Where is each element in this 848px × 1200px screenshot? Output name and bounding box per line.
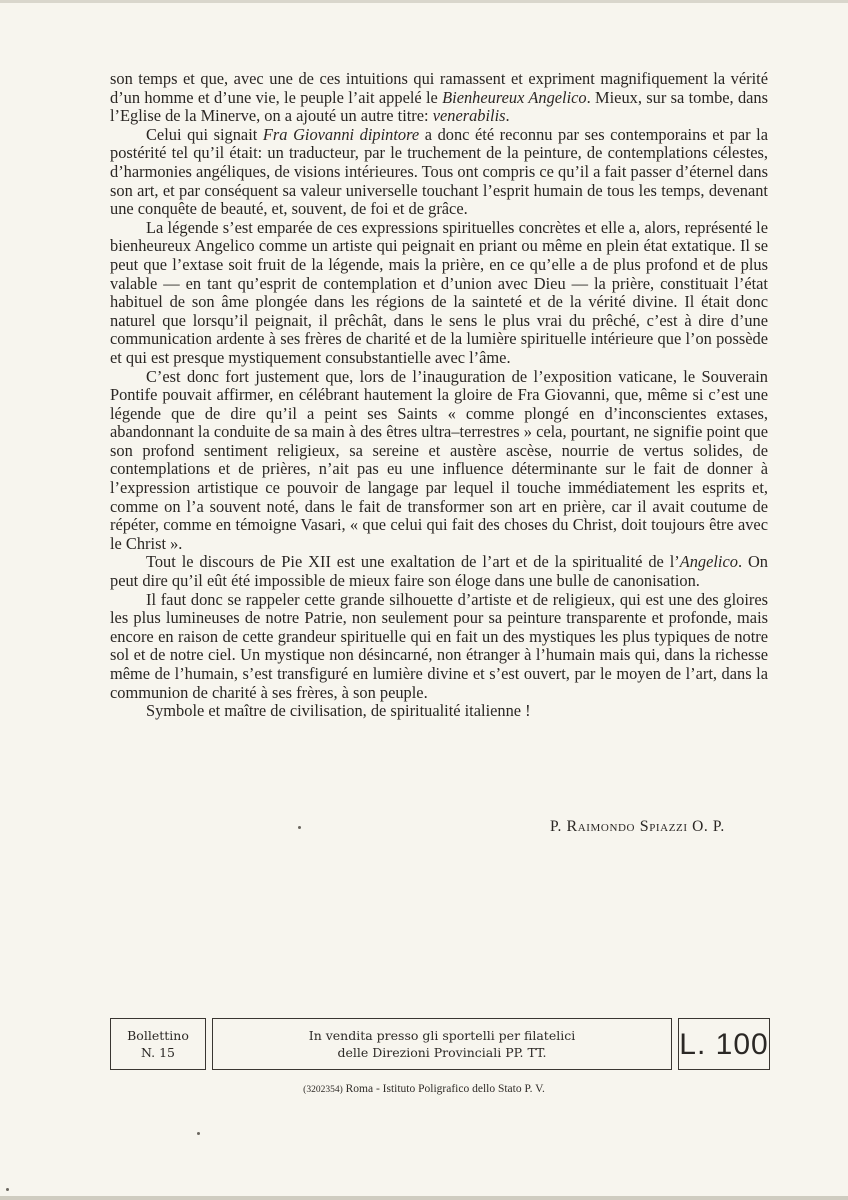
colophon — [0, 1083, 848, 1095]
italic-text: venerabilis — [432, 106, 506, 126]
article-body — [110, 70, 768, 721]
italic-text: Bienheureux Angelico — [442, 87, 587, 107]
article-paragraph — [110, 553, 768, 590]
speck — [6, 1188, 9, 1191]
signature-initial: P. — [550, 818, 562, 835]
paragraph-text: Tout le discours de Pie XII est une exaltation de l’art et de la spiritualité de l’ — [146, 552, 680, 572]
italic-text: Fra Giovanni dipintore — [262, 124, 420, 144]
paragraph-text: Celui qui signait — [146, 124, 263, 144]
paragraph-text: Il faut donc se rappeler cette grande silhouette d’artiste et de religieux, qui est une des gloires les plus lumineuses de notre Patrie, non seulement pour sa peinture transparente et profonde, mais encore en raison de cette grandeur spirituelle qui en fait un des mystiques les plus typiques de notre sol et de notre ciel. Un mystique non désincarné, non étranger à l’humain mais qui, dans la richesse même de l’humain, s’est transfiguré en lumière divine et s’est ouvert, par le moyen de l’art, dans la communion de charité à ses frères, à son peuple. — [110, 589, 768, 702]
colophon-text: Roma - Istituto Poligrafico dello Stato P. V. — [345, 1083, 545, 1095]
sale-info-line2: delle Direzioni Provinciali PP. TT. — [337, 1045, 547, 1060]
article-paragraph — [110, 126, 768, 219]
signature-suffix: O. P. — [692, 818, 725, 835]
top-edge — [0, 0, 848, 3]
footer-info-box — [110, 1018, 770, 1070]
bulletin-number: N. 15 — [141, 1045, 175, 1060]
article-paragraph — [110, 70, 768, 126]
speck — [298, 826, 301, 829]
article-paragraph — [110, 702, 768, 721]
speck — [197, 1132, 200, 1135]
sale-info-line1: In vendita presso gli sportelli per filatelici — [308, 1028, 576, 1043]
paragraph-text: . — [505, 106, 510, 126]
price-box — [678, 1018, 770, 1070]
paragraph-text: Symbole et maître de civilisation, de spiritualité italienne ! — [146, 701, 531, 721]
bottom-edge — [0, 1196, 848, 1200]
paragraph-text: son temps et que, avec une de ces intuitions qui ramassent et expriment magnifiquement la vérité d’un homme et d’une vie, le peuple l’ait appelé le — [110, 69, 768, 107]
bulletin-box — [110, 1018, 206, 1070]
paragraph-text: C’est donc fort justement que, lors de l’inauguration de l’exposition vaticane, le Souverain Pontife pouvait affirmer, en célébrant hautement la gloire de Fra Giovanni, que, même si c’est une légende que de dire qu’il a peint ses Saints « comme plongé en d’inconscientes extases, abandonnant la conduite de sa main à des êtres ultra–terrestres » cela, pourtant, ne signifie point que son profond sentiment religieux, sa sereine et austère ascèse, nourrie de vertus solides, de contemplations et de prières, n’ait pas eu une influence déterminante sur le fait de donner à l’expression artistique ce pouvoir de langage par lequel il touche immédiatement les esprits et, comme on l’a souvent noté, dans le fait de transformer son art en prière, car il avait coutume de répéter, comme en témoigne Vasari, « que celui qui fait des choses du Christ, doit toujours être avec le Christ ». — [110, 366, 768, 553]
paragraph-text: . On peut dire qu’il eût été impossible de mieux faire son éloge dans une bulle de canonisation. — [110, 552, 768, 591]
article-paragraph — [110, 591, 768, 703]
price: L. 100 — [679, 1028, 769, 1061]
bulletin-label: Bollettino — [127, 1028, 189, 1043]
paragraph-text: a donc été reconnu par ses contemporains et par la postérité tel qu’il était: un traducteur, par le truchement de la peinture, de contemplations célestes, d’harmonies angéliques, de visions intérieures. Tous ont compris ce qu’il a fait passer d’éternel dans son art, et par conséquent sa valeur universelle touchant l’esprit humain de tous les temps, devenant une conquête de beauté, et, souvent, de foi et de grâce. — [110, 124, 768, 219]
italic-text: Angelico — [679, 552, 738, 572]
sale-info-box — [212, 1018, 672, 1070]
colophon-code: (3202354) — [303, 1085, 343, 1095]
paragraph-text: La légende s’est emparée de ces expressions spirituelles concrètes et elle a, alors, représenté le bienheureux Angelico comme un artiste qui peignait en priant ou même en plein état extatique. Il se peut que l’extase soit fruit de la légende, mais la prière, en ce qu’elle a de plus profond et de plus valable — en tant qu’esprit de contemplation et d’union avec Dieu — la prière, constituait l’état habituel de son âme plongée dans les régions de la sainteté et de la vérité divine. Il était donc naturel que lorsqu’il peignait, il prêchât, dans le sens le plus vrai du prêché, c’est à dire d’une communication ardente à ses frères de charité et de la lumière spirituelle intérieure que l’on possède et qui est presque mystiquement consubstantielle avec l’âme. — [110, 217, 768, 367]
author-signature — [550, 818, 725, 836]
paragraph-text: . Mieux, sur sa tombe, dans l’Eglise de la Minerve, on a ajouté un autre titre: — [110, 87, 768, 126]
signature-name: Raimondo Spiazzi — [566, 818, 688, 835]
article-paragraph — [110, 219, 768, 368]
article-paragraph — [110, 368, 768, 554]
